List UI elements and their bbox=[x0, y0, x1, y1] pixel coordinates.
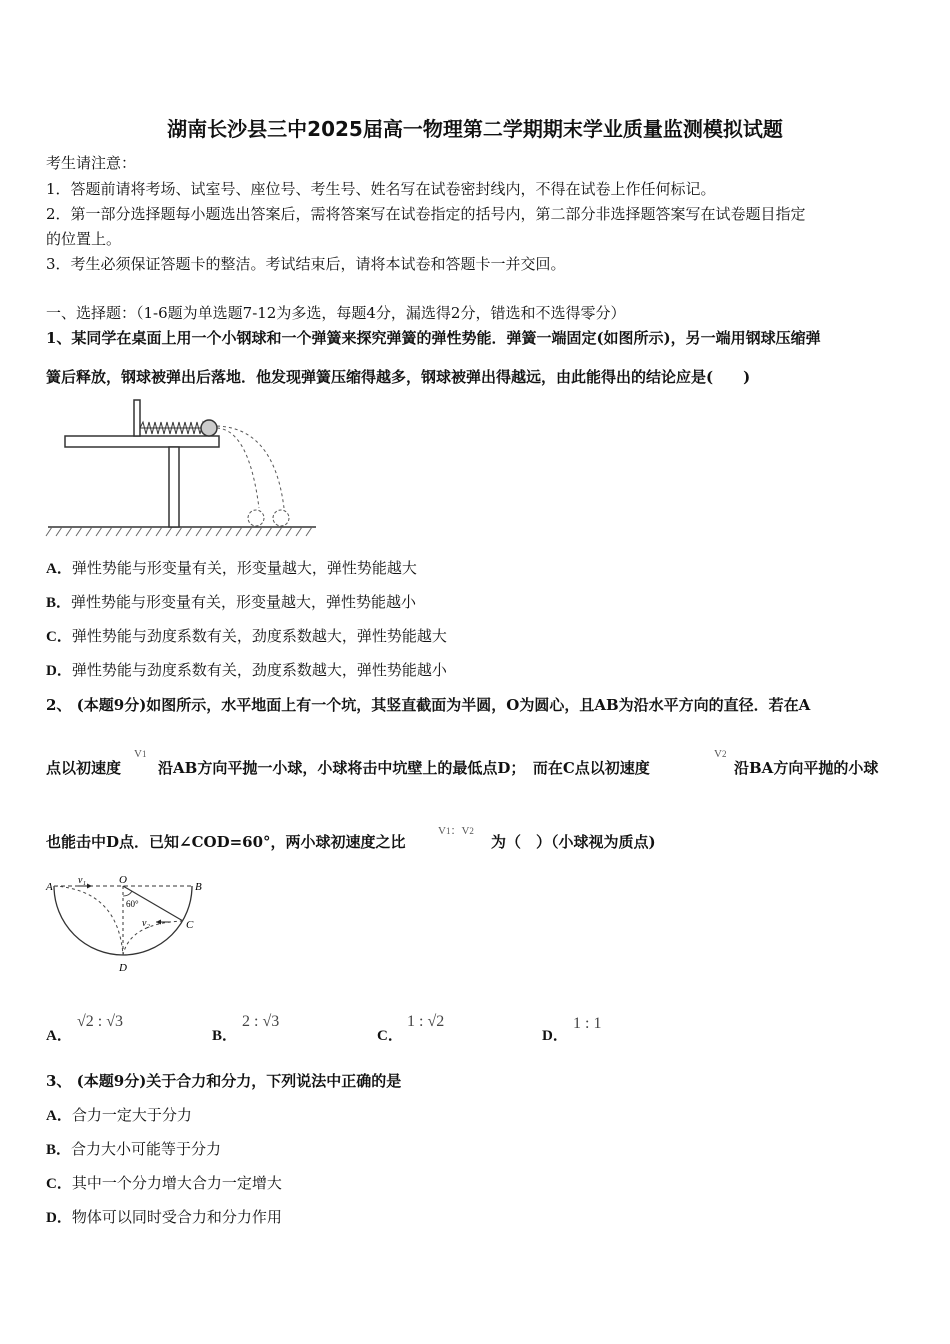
q3-stem: 3、 (本题9分)关于合力和分力，下列说法中正确的是 bbox=[46, 1072, 402, 1090]
section-heading: 一、选择题：（1-6题为单选题7-12为多选，每题4分，漏选得2分，错选和不选得零分） bbox=[46, 304, 626, 322]
q1-option-d[interactable] bbox=[46, 659, 447, 680]
q2-stem-line1: 2、 (本题9分)如图所示，水平地面上有一个坑，其竖直截面为半圆，O为圆心，且AB为沿水平方向的直径．若在A bbox=[46, 696, 811, 714]
q1-stem-line1: 1、某同学在桌面上用一个小钢球和一个弹簧来探究弹簧的弹性势能．弹簧一端固定(如图所示)，另一端用钢球压缩弹 bbox=[46, 329, 821, 347]
q2-option-d-math: 1 : 1 bbox=[573, 1015, 602, 1032]
v1-letter: V bbox=[134, 748, 142, 760]
option-text: 合力大小可能等于分力 bbox=[71, 1140, 222, 1158]
label-v1: v₁ bbox=[78, 875, 86, 886]
option-text: 弹性势能与形变量有关，形变量越大，弹性势能越大 bbox=[71, 559, 417, 577]
label-angle: 60° bbox=[126, 899, 139, 909]
label-d: D bbox=[119, 962, 127, 974]
notice-item-2: 2．第一部分选择题每小题选出答案后，需将答案写在试卷指定的括号内，第二部分非选择题答案写在试卷题目指定 bbox=[46, 205, 806, 223]
v2-letter: V bbox=[714, 748, 722, 760]
option-letter: B． bbox=[212, 1028, 238, 1044]
q2-option-a-math: √2 : √3 bbox=[77, 1013, 124, 1030]
q2-option-a[interactable] bbox=[46, 1024, 72, 1045]
label-o: O bbox=[119, 874, 127, 886]
q1-stem-line2: 簧后释放，钢球被弹出后落地．他发现弹簧压缩得越多，钢球被弹出得越远，由此能得出的结论应是( ) bbox=[46, 368, 751, 386]
q2-stem-line3a: 也能击中D点．已知∠COD=60°，两小球初速度之比 bbox=[46, 833, 406, 851]
option-text: 合力一定大于分力 bbox=[71, 1106, 192, 1124]
option-letter: C． bbox=[377, 1028, 403, 1044]
v1-sub: 1 bbox=[141, 749, 147, 759]
q2-v2-symbol bbox=[714, 748, 726, 760]
q2-option-b-math: 2 : √3 bbox=[242, 1013, 280, 1030]
option-letter: D． bbox=[46, 663, 72, 679]
label-b: B bbox=[195, 881, 202, 893]
q2-v1-symbol bbox=[134, 748, 146, 760]
page-title: 湖南长沙县三中2025届高一物理第二学期期末学业质量监测模拟试题 bbox=[167, 117, 783, 141]
option-letter: C． bbox=[46, 1176, 72, 1192]
q1-option-c[interactable] bbox=[46, 625, 447, 646]
q2-stem-line2a: 点以初速度 bbox=[46, 759, 122, 777]
q2-option-c[interactable] bbox=[377, 1024, 403, 1045]
label-v2: v₂ bbox=[142, 918, 150, 929]
q3-option-b[interactable] bbox=[46, 1138, 221, 1159]
notice-item-1: 1．答题前请将考场、试室号、座位号、考生号、姓名写在试卷密封线内，不得在试卷上作任何标记。 bbox=[46, 180, 716, 198]
q2-ratio-symbol bbox=[438, 822, 474, 838]
label-a: A bbox=[46, 881, 53, 893]
option-letter: A． bbox=[46, 1028, 72, 1044]
option-text: 弹性势能与形变量有关，形变量越大，弹性势能越小 bbox=[71, 593, 417, 611]
q2-stem-line2b: 沿AB方向平抛一小球，小球将击中坑壁上的最低点D； 而在C点以初速度 bbox=[158, 759, 650, 777]
q2-option-b[interactable] bbox=[212, 1024, 237, 1045]
q2-stem-line3b: 为（ ）（小球视为质点) bbox=[491, 833, 656, 851]
option-letter: B． bbox=[46, 595, 72, 611]
q3-option-d[interactable] bbox=[46, 1206, 282, 1227]
ratio-v1-sub: 1 bbox=[445, 826, 451, 836]
ratio-v2-sub: 2 bbox=[469, 826, 474, 836]
notice-item-3: 3．考生必须保证答题卡的整洁。考试结束后，请将本试卷和答题卡一并交回。 bbox=[46, 255, 566, 273]
option-text: 其中一个分力增大合力一定增大 bbox=[71, 1174, 282, 1192]
q1-option-b[interactable] bbox=[46, 591, 416, 612]
q1-spring-figure bbox=[44, 396, 324, 541]
option-letter: D． bbox=[46, 1210, 72, 1226]
q2-pit-figure bbox=[40, 870, 220, 980]
q2-stem-line2c: 沿BA方向平抛的小球 bbox=[734, 759, 879, 777]
option-letter: A． bbox=[46, 1108, 72, 1124]
option-letter: B． bbox=[46, 1142, 72, 1158]
ratio-colon: ： bbox=[450, 825, 462, 837]
q3-option-c[interactable] bbox=[46, 1172, 282, 1193]
option-letter: A． bbox=[46, 561, 72, 577]
q2-option-d[interactable] bbox=[542, 1024, 568, 1045]
option-letter: D． bbox=[542, 1028, 568, 1044]
q2-option-c-math: 1 : √2 bbox=[407, 1013, 445, 1030]
ratio-v1: V bbox=[438, 825, 446, 837]
option-text: 物体可以同时受合力和分力作用 bbox=[71, 1208, 282, 1226]
option-text: 弹性势能与劲度系数有关，劲度系数越大，弹性势能越小 bbox=[71, 661, 447, 679]
option-letter: C． bbox=[46, 629, 72, 645]
notice-item-2-cont: 的位置上。 bbox=[46, 230, 122, 248]
notice-heading: 考生请注意： bbox=[46, 154, 137, 172]
ratio-v2: V bbox=[461, 825, 470, 837]
q3-option-a[interactable] bbox=[46, 1104, 192, 1125]
v2-sub: 2 bbox=[721, 749, 727, 759]
option-text: 弹性势能与劲度系数有关，劲度系数越大，弹性势能越大 bbox=[71, 627, 447, 645]
label-c: C bbox=[186, 919, 194, 931]
q1-option-a[interactable] bbox=[46, 557, 417, 578]
